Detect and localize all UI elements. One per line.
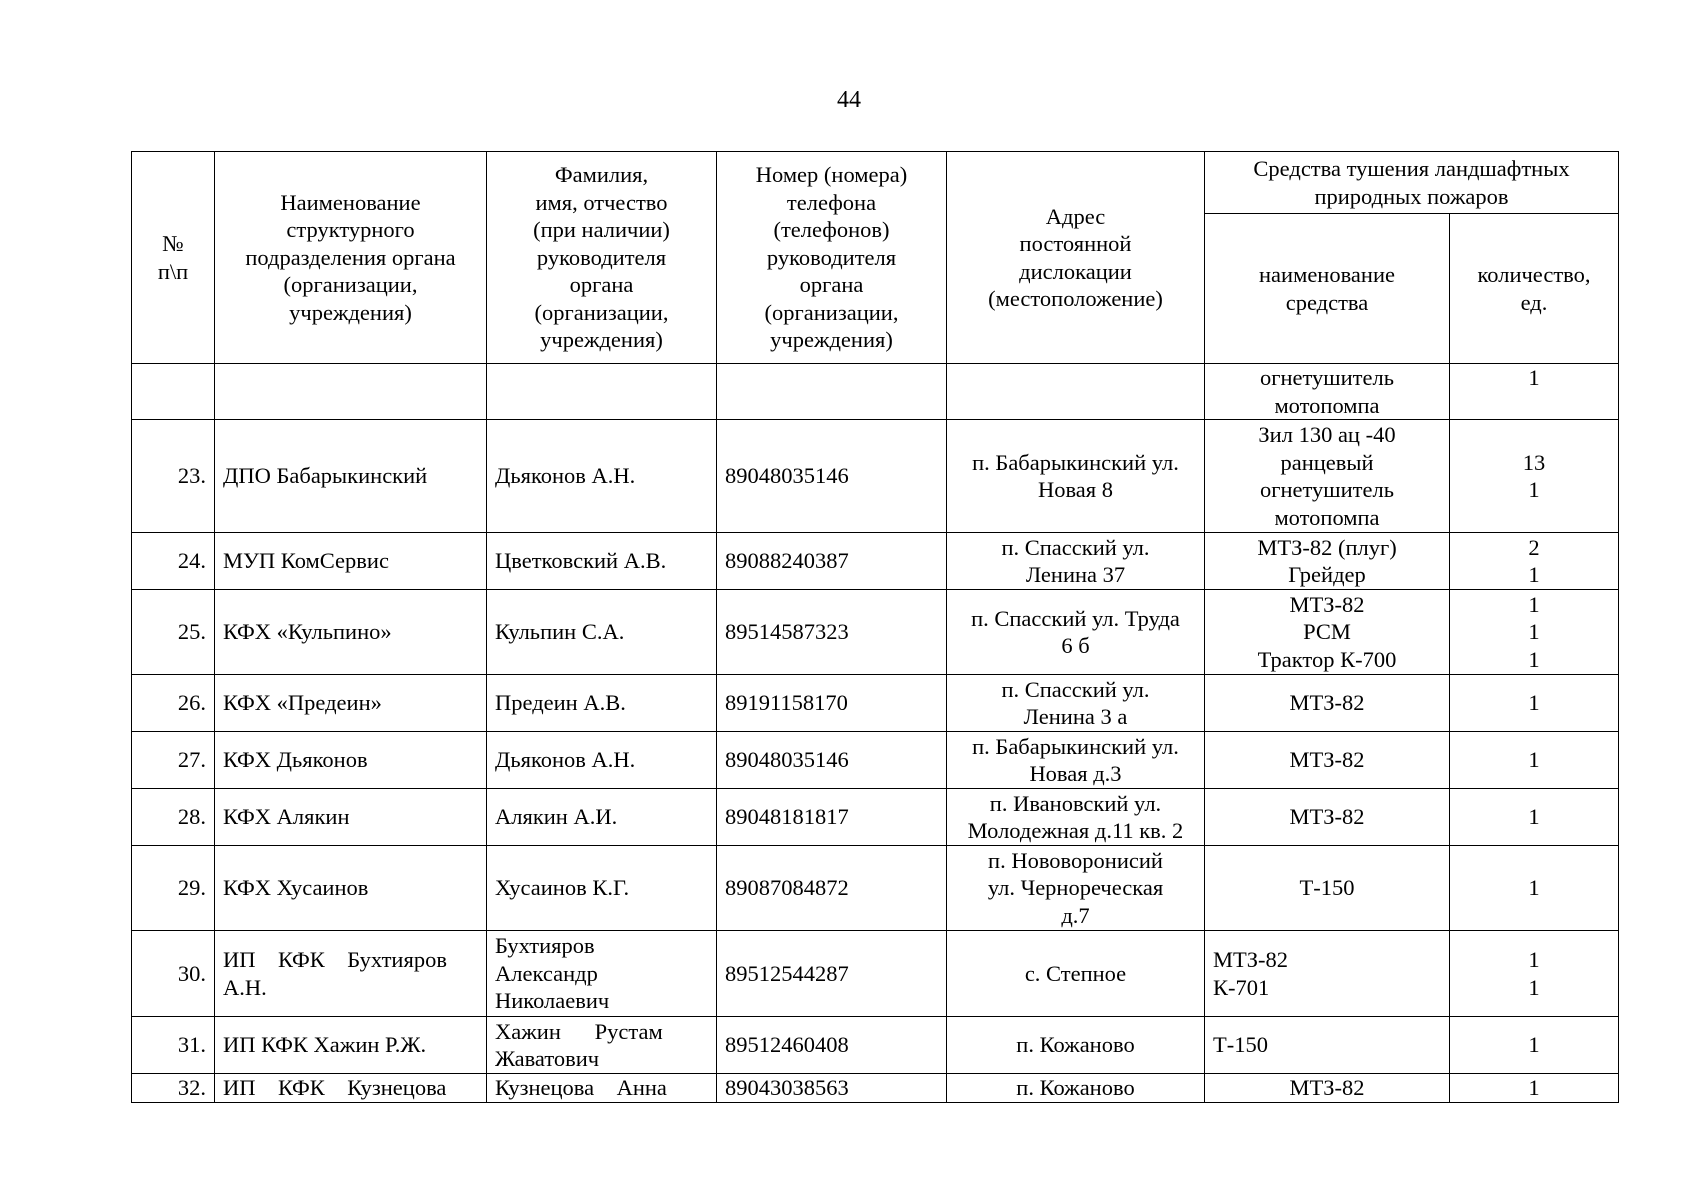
header-num: № п\п xyxy=(132,152,215,364)
cell-org xyxy=(215,364,487,420)
cell-head: Дьяконов А.Н. xyxy=(487,732,717,789)
cell-org: КФХ «Кульпино» xyxy=(215,590,487,675)
cell-phone: 89512460408 xyxy=(717,1017,947,1074)
cell-address: п. Спасский ул. Труда 6 б xyxy=(947,590,1205,675)
page-number: 44 xyxy=(837,87,861,113)
cell-qty: 13 1 xyxy=(1450,420,1619,533)
cell-org: МУП КомСервис xyxy=(215,533,487,590)
cell-head: Дьяконов А.Н. xyxy=(487,420,717,533)
table-row xyxy=(132,789,1619,846)
cell-means: МТЗ-82 (плуг) Грейдер xyxy=(1205,533,1450,590)
cell-address: п. Бабарыкинский ул. Новая д.3 xyxy=(947,732,1205,789)
cell-qty: 1 xyxy=(1450,1017,1619,1074)
table-row xyxy=(132,732,1619,789)
cell-qty: 2 1 xyxy=(1450,533,1619,590)
cell-phone: 89191158170 xyxy=(717,675,947,732)
cell-address: п. Бабарыкинский ул. Новая 8 xyxy=(947,420,1205,533)
table-row xyxy=(132,533,1619,590)
cell-head: Хажин Рустам Жаватович xyxy=(487,1017,717,1074)
cell-means: Т-150 xyxy=(1205,846,1450,931)
cell-qty: 1 xyxy=(1450,1074,1619,1103)
table-row xyxy=(132,931,1619,1017)
cell-head: Цветковский А.В. xyxy=(487,533,717,590)
cell-num: 25. xyxy=(132,590,215,675)
cell-num: 31. xyxy=(132,1017,215,1074)
cell-phone: 89048181817 xyxy=(717,789,947,846)
cell-phone: 89048035146 xyxy=(717,420,947,533)
cell-qty: 1 xyxy=(1450,732,1619,789)
header-phone: Номер (номера) телефона (телефонов) руководителя органа (организации, учреждения) xyxy=(717,152,947,364)
cell-qty: 1 1 1 xyxy=(1450,590,1619,675)
cell-head: Кульпин С.А. xyxy=(487,590,717,675)
cell-org: КФХ Хусаинов xyxy=(215,846,487,931)
cell-phone: 89043038563 xyxy=(717,1074,947,1103)
cell-phone: 89088240387 xyxy=(717,533,947,590)
table-row xyxy=(132,420,1619,533)
cell-means: Т-150 xyxy=(1205,1017,1450,1074)
cell-org: ДПО Бабарыкинский xyxy=(215,420,487,533)
table-header xyxy=(132,152,1619,364)
cell-means: Зил 130 ац -40 ранцевый огнетушитель мотопомпа xyxy=(1205,420,1450,533)
cell-phone: 89087084872 xyxy=(717,846,947,931)
header-means-group: Средства тушения ландшафтных природных пожаров xyxy=(1205,152,1619,214)
header-head-name: Фамилия, имя, отчество (при наличии) руководителя органа (организации, учреждения) xyxy=(487,152,717,364)
cell-address: с. Степное xyxy=(947,931,1205,1017)
equipment-table xyxy=(131,151,1619,1103)
cell-address xyxy=(947,364,1205,420)
cell-address: п. Ивановский ул. Молодежная д.11 кв. 2 xyxy=(947,789,1205,846)
header-means-qty: количество, ед. xyxy=(1450,214,1619,364)
table-row xyxy=(132,364,1619,420)
cell-means: МТЗ-82 xyxy=(1205,675,1450,732)
cell-head: Алякин А.И. xyxy=(487,789,717,846)
cell-phone: 89514587323 xyxy=(717,590,947,675)
cell-address: п. Кожаново xyxy=(947,1074,1205,1103)
cell-num: 27. xyxy=(132,732,215,789)
cell-phone: 89512544287 xyxy=(717,931,947,1017)
cell-org: КФХ Дьяконов xyxy=(215,732,487,789)
cell-qty: 1 xyxy=(1450,364,1619,420)
table-row xyxy=(132,846,1619,931)
cell-phone xyxy=(717,364,947,420)
cell-means: МТЗ-82 xyxy=(1205,789,1450,846)
cell-address: п. Кожаново xyxy=(947,1017,1205,1074)
table-row xyxy=(132,1074,1619,1103)
cell-org: ИП КФК Кузнецова xyxy=(215,1074,487,1103)
header-means-name: наименование средства xyxy=(1205,214,1450,364)
header-org-name: Наименование структурного подразделения органа (организации, учреждения) xyxy=(215,152,487,364)
cell-num: 28. xyxy=(132,789,215,846)
cell-qty: 1 xyxy=(1450,789,1619,846)
cell-head xyxy=(487,364,717,420)
cell-num: 29. xyxy=(132,846,215,931)
cell-num: 23. xyxy=(132,420,215,533)
cell-phone: 89048035146 xyxy=(717,732,947,789)
cell-qty: 1 xyxy=(1450,846,1619,931)
table-row xyxy=(132,1017,1619,1074)
cell-org: КФХ Алякин xyxy=(215,789,487,846)
cell-org: ИП КФК Хажин Р.Ж. xyxy=(215,1017,487,1074)
cell-num: 26. xyxy=(132,675,215,732)
cell-means: МТЗ-82 xyxy=(1205,1074,1450,1103)
cell-head: Предеин А.В. xyxy=(487,675,717,732)
cell-num xyxy=(132,364,215,420)
cell-head: Кузнецова Анна xyxy=(487,1074,717,1103)
table-row xyxy=(132,590,1619,675)
cell-num: 24. xyxy=(132,533,215,590)
table-row xyxy=(132,675,1619,732)
cell-org: КФХ «Предеин» xyxy=(215,675,487,732)
cell-org: ИП КФК Бухтияров А.Н. xyxy=(215,931,487,1017)
cell-address: п. Спасский ул. Ленина 37 xyxy=(947,533,1205,590)
cell-qty: 1 xyxy=(1450,675,1619,732)
cell-means: МТЗ-82 РСМ Трактор К-700 xyxy=(1205,590,1450,675)
cell-head: Бухтияров Александр Николаевич xyxy=(487,931,717,1017)
header-address: Адрес постоянной дислокации (местоположение) xyxy=(947,152,1205,364)
cell-means: МТЗ-82 К-701 xyxy=(1205,931,1450,1017)
cell-num: 30. xyxy=(132,931,215,1017)
cell-num: 32. xyxy=(132,1074,215,1103)
cell-means: огнетушитель мотопомпа xyxy=(1205,364,1450,420)
cell-head: Хусаинов К.Г. xyxy=(487,846,717,931)
cell-means: МТЗ-82 xyxy=(1205,732,1450,789)
cell-address: п. Нововоронисий ул. Чернореческая д.7 xyxy=(947,846,1205,931)
cell-address: п. Спасский ул. Ленина 3 а xyxy=(947,675,1205,732)
cell-qty: 1 1 xyxy=(1450,931,1619,1017)
